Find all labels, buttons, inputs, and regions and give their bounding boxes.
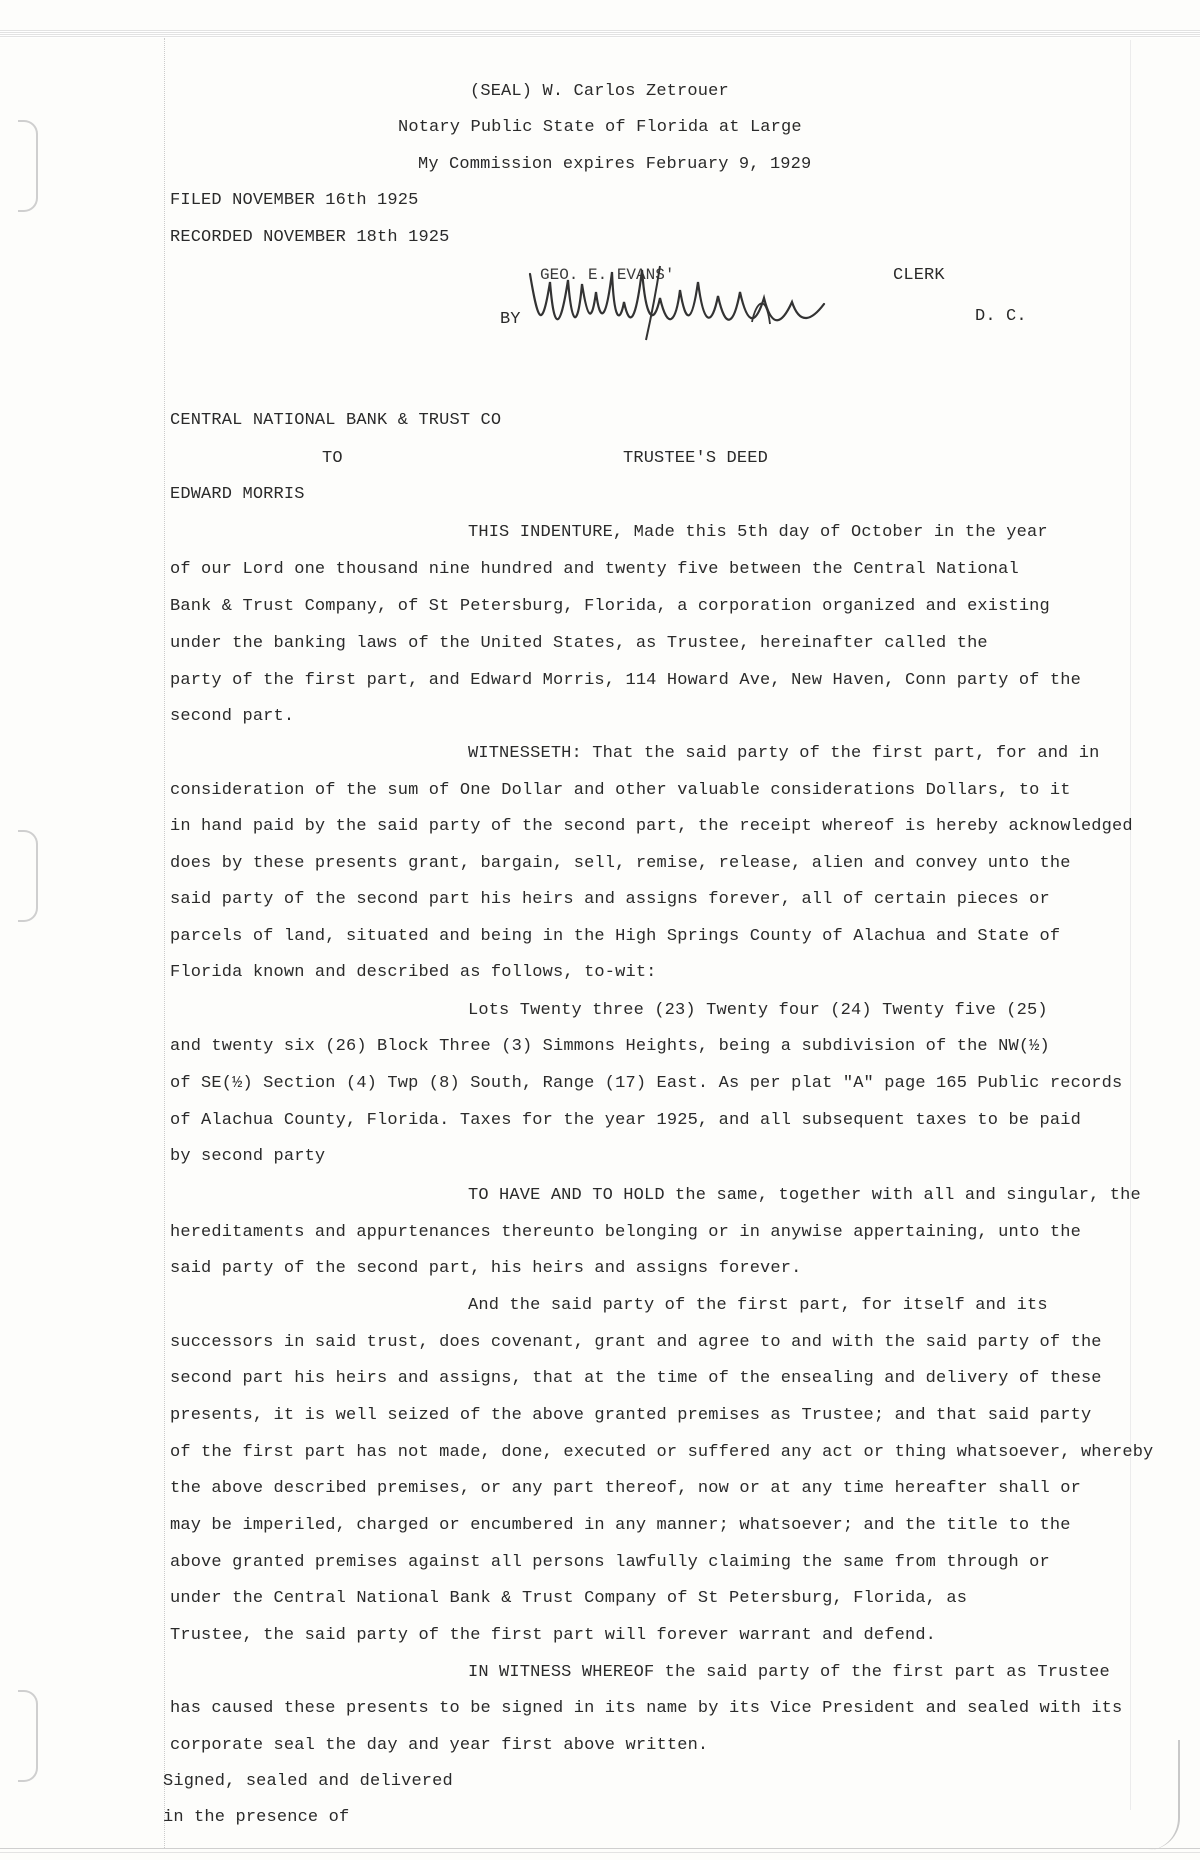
grantee-name: EDWARD MORRIS [170, 485, 305, 504]
body-line: Bank & Trust Company, of St Petersburg, Florida, a corporation organized and existing [170, 597, 1050, 616]
notary-seal-line: (SEAL) W. Carlos Zetrouer [470, 82, 729, 101]
body-line: has caused these presents to be signed in its name by its Vice President and sealed with its [170, 1699, 1123, 1718]
body-line: presents, it is well seized of the above granted premises as Trustee; and that said party [170, 1406, 1092, 1425]
body-line: consideration of the sum of One Dollar and other valuable considerations Dollars, to it [170, 781, 1071, 800]
body-line: Trustee, the said party of the first part will forever warrant and defend. [170, 1626, 937, 1645]
deputy-clerk-label: D. C. [975, 307, 1027, 326]
body-line: said party of the second part his heirs and assigns forever, all of certain pieces or [170, 890, 1050, 909]
body-line: And the said party of the first part, for itself and its [468, 1296, 1048, 1315]
punch-hole-icon [18, 1690, 38, 1782]
handwritten-signature [520, 262, 840, 342]
by-label: BY [500, 310, 521, 329]
body-line: under the Central National Bank & Trust Company of St Petersburg, Florida, as [170, 1589, 968, 1608]
right-margin-line [1130, 40, 1131, 1810]
body-line: of Alachua County, Florida. Taxes for the year 1925, and all subsequent taxes to be paid [170, 1111, 1081, 1130]
closing-line: in the presence of [163, 1808, 350, 1827]
body-line: parcels of land, situated and being in the High Springs County of Alachua and State of [170, 927, 1061, 946]
bottom-rule [0, 1848, 1200, 1853]
punch-hole-icon [18, 120, 38, 212]
body-line: second part his heirs and assigns, that at the time of the ensealing and delivery of these [170, 1369, 1102, 1388]
body-line: second part. [170, 707, 295, 726]
deed-type: TRUSTEE'S DEED [623, 449, 768, 468]
body-line: corporate seal the day and year first above written. [170, 1736, 709, 1755]
grantor-name: CENTRAL NATIONAL BANK & TRUST CO [170, 411, 502, 430]
clerk-title: CLERK [893, 266, 945, 285]
body-line: Florida known and described as follows, to-wit: [170, 963, 657, 982]
body-line: of our Lord one thousand nine hundred and twenty five between the Central National [170, 560, 1019, 579]
punch-hole-icon [18, 830, 38, 922]
clerk-name: GEO. E. EVANS' [540, 266, 675, 284]
notary-title: Notary Public State of Florida at Large [398, 118, 802, 137]
body-line: does by these presents grant, bargain, sell, remise, release, alien and convey unto the [170, 854, 1071, 873]
body-line: by second party [170, 1147, 326, 1166]
recorded-date: RECORDED NOVEMBER 18th 1925 [170, 228, 450, 247]
body-line: TO HAVE AND TO HOLD the same, together with all and singular, the [468, 1186, 1141, 1205]
body-line: IN WITNESS WHEREOF the said party of the first part as Trustee [468, 1663, 1110, 1682]
body-line: hereditaments and appurtenances thereunto belonging or in anywise appertaining, unto the [170, 1223, 1081, 1242]
body-line: of the first part has not made, done, executed or suffered any act or thing whatsoever, whereby [170, 1443, 1154, 1462]
body-line: successors in said trust, does covenant, grant and agree to and with the said party of the [170, 1333, 1102, 1352]
top-rule [0, 30, 1200, 38]
page-curl [1148, 1740, 1180, 1850]
body-line: party of the first part, and Edward Morris, 114 Howard Ave, New Haven, Conn party of the [170, 671, 1081, 690]
notary-commission: My Commission expires February 9, 1929 [418, 155, 812, 174]
left-margin-line [164, 38, 165, 1848]
body-line: above granted premises against all persons lawfully claiming the same from through or [170, 1553, 1050, 1572]
to-label: TO [322, 449, 343, 468]
body-line: under the banking laws of the United States, as Trustee, hereinafter called the [170, 634, 988, 653]
body-line: may be imperiled, charged or encumbered in any manner; whatsoever; and the title to the [170, 1516, 1071, 1535]
body-line: said party of the second part, his heirs and assigns forever. [170, 1259, 802, 1278]
body-line: Lots Twenty three (23) Twenty four (24) Twenty five (25) [468, 1001, 1048, 1020]
body-line: WITNESSETH: That the said party of the first part, for and in [468, 744, 1100, 763]
body-line: and twenty six (26) Block Three (3) Simmons Heights, being a subdivision of the NW(½) [170, 1037, 1050, 1056]
body-line: the above described premises, or any part thereof, now or at any time hereafter shall or [170, 1479, 1081, 1498]
body-line: THIS INDENTURE, Made this 5th day of October in the year [468, 523, 1048, 542]
body-line: in hand paid by the said party of the second part, the receipt whereof is hereby acknowledged [170, 817, 1133, 836]
closing-line: Signed, sealed and delivered [163, 1772, 453, 1791]
body-line: of SE(½) Section (4) Twp (8) South, Range (17) East. As per plat "A" page 165 Public records [170, 1074, 1123, 1093]
filed-date: FILED NOVEMBER 16th 1925 [170, 191, 419, 210]
